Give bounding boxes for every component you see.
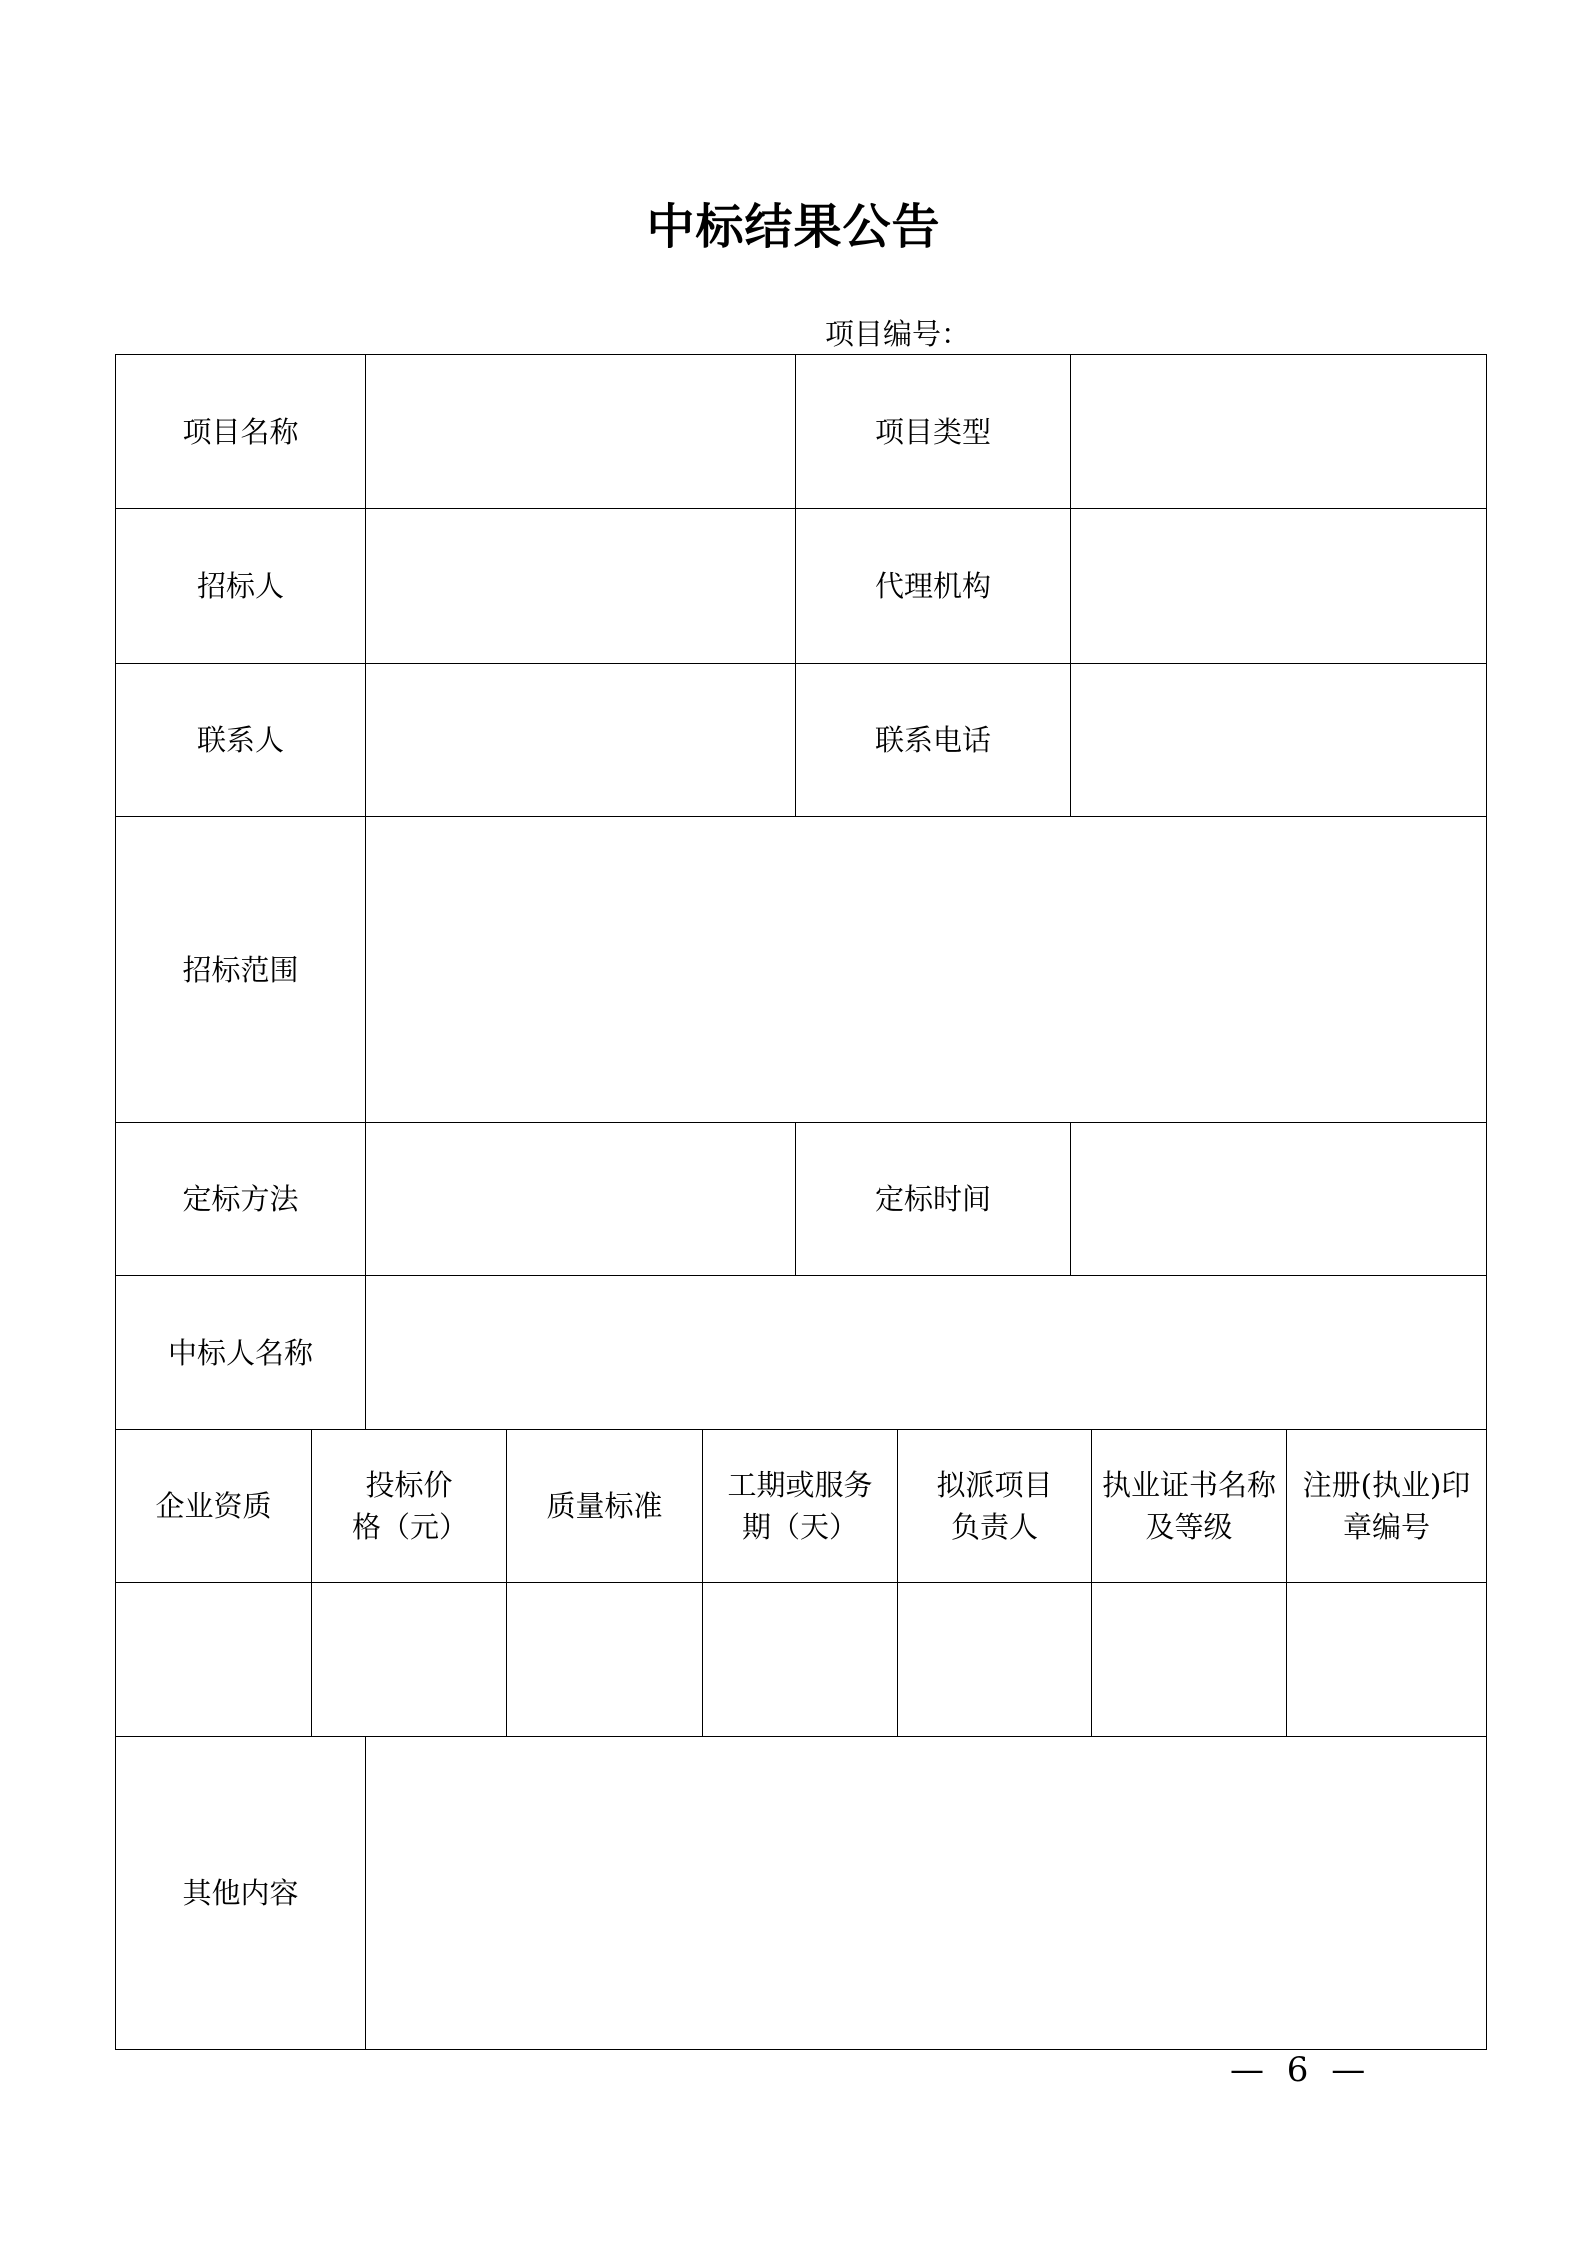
tenderer-field[interactable] xyxy=(365,508,796,664)
award-time-field[interactable] xyxy=(1070,1122,1487,1276)
other-field[interactable] xyxy=(365,1736,1487,2050)
label-winner-name: 中标人名称 xyxy=(115,1275,366,1430)
label-project-name: 项目名称 xyxy=(115,354,366,509)
duration-field[interactable] xyxy=(702,1582,898,1737)
header-seal-number: 注册(执业)印章编号 xyxy=(1286,1429,1487,1583)
project-manager-field[interactable] xyxy=(897,1582,1092,1737)
phone-field[interactable] xyxy=(1070,663,1487,817)
project-name-field[interactable] xyxy=(365,354,796,509)
bid-price-field[interactable] xyxy=(311,1582,507,1737)
seal-number-field[interactable] xyxy=(1286,1582,1487,1737)
project-type-field[interactable] xyxy=(1070,354,1487,509)
label-phone: 联系电话 xyxy=(795,663,1071,817)
winner-name-field[interactable] xyxy=(365,1275,1487,1430)
header-certificate: 执业证书名称及等级 xyxy=(1091,1429,1287,1583)
header-bid-price: 投标价格（元） xyxy=(311,1429,507,1583)
header-qualification: 企业资质 xyxy=(115,1429,312,1583)
label-award-time: 定标时间 xyxy=(795,1122,1071,1276)
project-number-label: 项目编号： xyxy=(825,317,971,351)
label-tenderer: 招标人 xyxy=(115,508,366,664)
agency-field[interactable] xyxy=(1070,508,1487,664)
certificate-field[interactable] xyxy=(1091,1582,1287,1737)
contact-field[interactable] xyxy=(365,663,796,817)
page-number: — 6 — xyxy=(1230,2050,1372,2090)
header-quality-standard: 质量标准 xyxy=(506,1429,703,1583)
qualification-field[interactable] xyxy=(115,1582,312,1737)
page-title: 中标结果公告 xyxy=(646,199,941,255)
header-project-manager: 拟派项目负责人 xyxy=(897,1429,1092,1583)
label-project-type: 项目类型 xyxy=(795,354,1071,509)
label-scope: 招标范围 xyxy=(115,816,366,1123)
label-contact: 联系人 xyxy=(115,663,366,817)
label-other: 其他内容 xyxy=(115,1736,366,2050)
quality-standard-field[interactable] xyxy=(506,1582,703,1737)
scope-field[interactable] xyxy=(365,816,1487,1123)
label-agency: 代理机构 xyxy=(795,508,1071,664)
label-award-method: 定标方法 xyxy=(115,1122,366,1276)
award-method-field[interactable] xyxy=(365,1122,796,1276)
header-duration: 工期或服务期（天） xyxy=(702,1429,898,1583)
